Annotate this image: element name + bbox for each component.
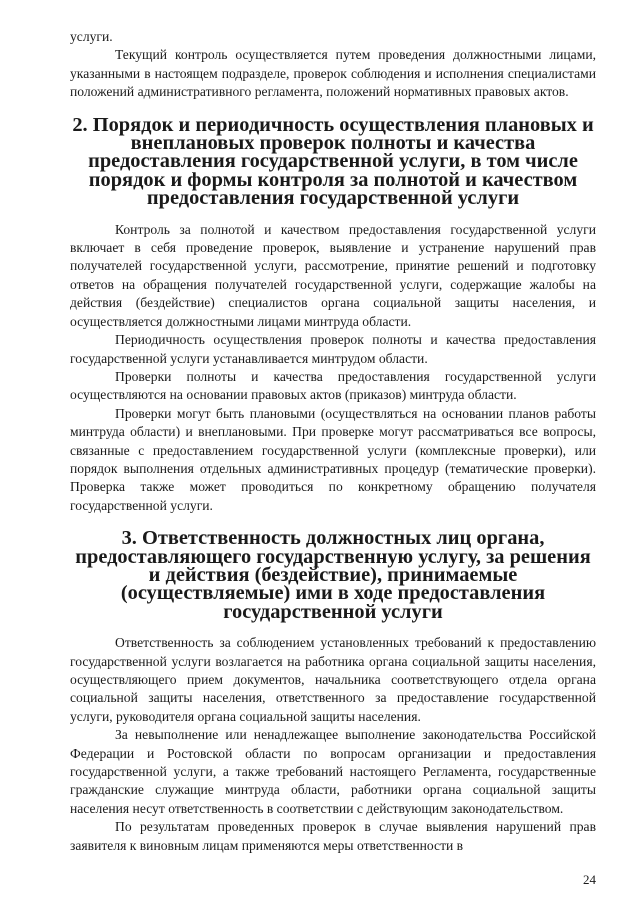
- document-page: [70, 28, 596, 855]
- section-2-paragraph: Периодичность осуществления проверок полноты и качества предоставления государственной услуги устанавливается минтрудом области.: [70, 332, 596, 366]
- section-2-heading: 2. Порядок и периодичность осуществления плановых и внеплановых проверок полноты и качества предоставления государственной услуги, в том числе порядок и формы контроля за полнотой и качеством предоставления государственной услуги: [72, 113, 594, 210]
- section-3-paragraph: По результатам проведенных проверок в случае выявления нарушений прав заявителя к виновным лицам применяются меры ответственности в: [70, 819, 596, 853]
- section-2-paragraph: Контроль за полнотой и качеством предоставления государственной услуги включает в себя проведение проверок, выявление и устранение нарушений прав получателей государственной услуги, рассмотрение, принятие решений и подготовку ответов на обращения получателей государственной услуги, содержащие жалобы на действия (бездействие) специалистов органа социальной защиты населения, и осуществляется должностными лицами минтруда области.: [70, 221, 596, 329]
- section-3-paragraph: Ответственность за соблюдением установленных требований к предоставлению государственной услуги возлагается на работника органа социальной защиты населения, осуществляющего прием документов, начальника соответствующего отдела органа социальной защиты населения, ответственного за предоставление государственной услуги, руководителя органа социальной защиты населения.: [70, 635, 596, 724]
- section-2-paragraph: Проверки полноты и качества предоставления государственной услуги осуществляются на основании правовых актов (приказов) минтруда области.: [70, 368, 596, 403]
- intro-paragraph: Текущий контроль осуществляется путем проведения должностными лицами, указанными в настоящем подразделе, проверок соблюдения и исполнения специалистами положений административного регламента, положений нормативных правовых актов.: [70, 47, 596, 100]
- section-3-heading: 3. Ответственность должностных лиц органа, предоставляющего государственную услугу, за решения и действия (бездействие), принимаемые (осуществляемые) ими в ходе предоставления государственной услуги: [75, 527, 591, 623]
- section-3-paragraph: За невыполнение или ненадлежащее выполнение законодательства Российской Федерации и Ростовской области по вопросам организации и предоставления государственной услуги, а также требований настоящего Регламента, государственные гражданские служащие минтруда области, работники органа социальной защиты населения несут ответственность в соответствии с действующим законодательством.: [70, 727, 596, 816]
- lead-fragment: услуги.: [70, 29, 113, 44]
- section-2-paragraph: Проверки могут быть плановыми (осуществляться на основании планов работы минтруда области) и внеплановыми. При проверке могут рассматриваться все вопросы, связанные с предоставлением государственной услуги (комплексные проверки), или порядок выполнения отдельных административных процедур (тематические проверки). Проверка также может проводиться по конкретному обращению получателя государственной услуги.: [70, 405, 596, 513]
- page-number: 24: [583, 872, 596, 887]
